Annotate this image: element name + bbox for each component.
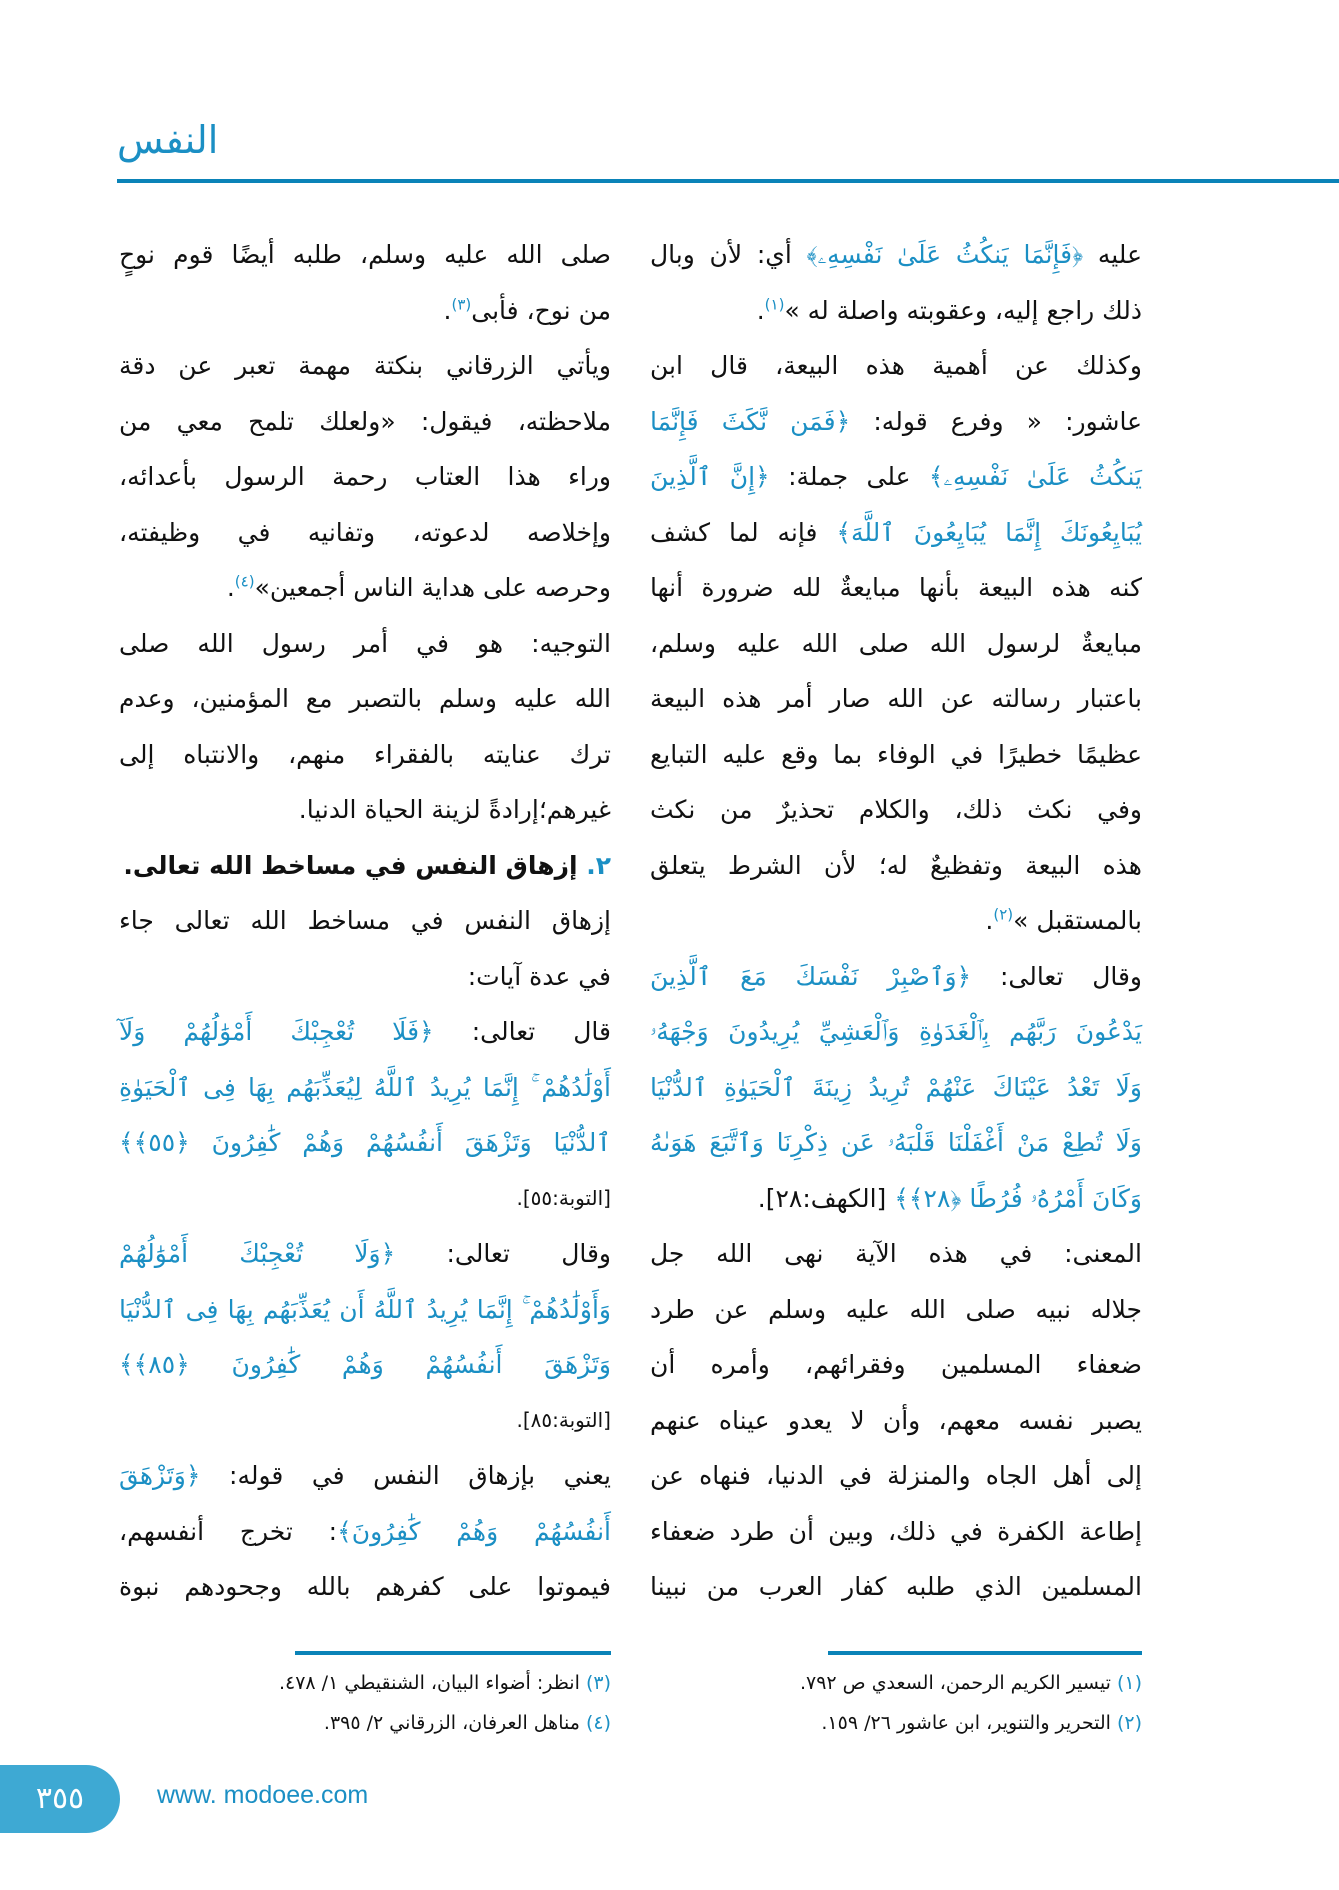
quran-verse: وَتَزْهَقَ أَنفُسُهُمْ وَهُمْ كَٰفِرُونَ ﴿٨٥﴾﴾ <box>119 1350 611 1379</box>
body-text: عاشور: « وفرع قوله: <box>850 406 1142 436</box>
quran-verse: ﴿وَتَزْهَقَ <box>119 1461 201 1490</box>
quran-verse: ﴿وَلَا تُعْجِبْكَ أَمْوَٰلُهُمْ <box>119 1239 396 1268</box>
quran-verse: وَأَوْلَٰدُهُمْ ۚ إِنَّمَا يُرِيدُ ٱللَّهُ أَن يُعَذِّبَهُم بِهَا فِى ٱلدُّنْيَا <box>119 1294 611 1324</box>
text-line <box>119 1060 611 1116</box>
text-line <box>119 1559 611 1615</box>
body-text: كنه هذه البيعة بأنها مبايعةٌ لله ضرورة أنها <box>650 573 1142 602</box>
body-text: على جملة: <box>769 462 929 491</box>
text-line <box>119 782 611 838</box>
body-text: ويأتي الزرقاني بنكتة مهمة تعبر عن دقة <box>119 351 611 380</box>
body-text: ذلك راجع إليه، وعقوبته واصلة له » <box>784 295 1142 325</box>
text-line <box>650 1448 1142 1504</box>
text-line <box>119 838 611 894</box>
section-heading: إزهاق النفس في مساخط الله تعالى. <box>123 850 578 880</box>
quran-verse: يَنكُثُ عَلَىٰ نَفْسِهِۦ﴾ <box>928 462 1142 491</box>
footnote-ref: (٢) <box>993 905 1014 924</box>
body-text: وفي نكث ذلك، والكلام تحذيرٌ من نكث <box>650 795 1142 824</box>
body-text: . <box>985 906 994 935</box>
footnote-4: (٤) مناهل العرفان، الزرقاني ٢/ ٣٩٥. <box>323 1712 611 1734</box>
body-text: ضعفاء المسلمين وفقرائهم، وأمره أن <box>650 1350 1142 1379</box>
body-text: وكذلك عن أهمية هذه البيعة، قال ابن <box>650 351 1142 380</box>
body-text: إلى أهل الجاه والمنزلة في الدنيا، فنهاه عن <box>650 1461 1142 1490</box>
text-line <box>119 1504 611 1560</box>
text-line <box>119 1115 611 1171</box>
text-line <box>119 283 611 339</box>
section-number: ٢. <box>577 850 611 880</box>
text-line <box>119 616 611 672</box>
text-line <box>119 1337 611 1393</box>
body-text: إطاعة الكفرة في ذلك، وبين أن طرد ضعفاء <box>650 1516 1142 1546</box>
text-line <box>650 449 1142 505</box>
body-text: التوجيه: هو في أمر رسول الله صلى <box>119 628 611 658</box>
body-text: صلى الله عليه وسلم، طلبه أيضًا قوم نوحٍ <box>119 240 611 269</box>
footnote-ref: (٤) <box>234 572 255 591</box>
website-url[interactable]: www. modoee.com <box>157 1781 369 1809</box>
text-line <box>119 338 611 394</box>
quran-verse: ﴿فَإِنَّمَا يَنكُثُ عَلَىٰ نَفْسِهِۦ﴾ <box>806 240 1084 269</box>
text-line <box>650 1282 1142 1338</box>
body-text: المسلمين الذي طلبه كفار العرب من نبينا <box>650 1572 1142 1601</box>
text-line <box>650 893 1142 949</box>
text-line <box>119 727 611 783</box>
footnotes-left <box>91 1663 611 1743</box>
body-text: وإخلاصه لدعوته، وتفانيه في وظيفته، <box>119 517 611 547</box>
body-text: مبايعةٌ لرسول الله صلى الله عليه وسلم، <box>650 628 1142 658</box>
text-line <box>650 283 1142 339</box>
text-line <box>119 227 611 283</box>
right-text-column <box>650 227 1142 1615</box>
text-line <box>650 838 1142 894</box>
chapter-title: النفس <box>117 118 219 162</box>
body-text: [التوبة:٨٥]. <box>516 1407 611 1432</box>
body-text: وقال تعالى: <box>971 961 1142 991</box>
footnote-1: (١) تيسير الكريم الرحمن، السعدي ص ٧٩٢. <box>799 1672 1142 1694</box>
body-text: وراء هذا العتاب رحمة الرسول بأعدائه، <box>119 462 611 491</box>
footnote-separator-left <box>295 1651 611 1655</box>
body-text: عظيمًا خطيرًا في الوفاء بما وقع عليه التبايع <box>650 739 1142 769</box>
body-text: إزهاق النفس في مساخط الله تعالى جاء <box>119 906 611 935</box>
text-line <box>650 727 1142 783</box>
quran-verse: وَكَانَ أَمْرُهُۥ فُرُطًا ﴿٢٨﴾﴾ <box>894 1183 1142 1213</box>
body-text: عليه <box>1083 240 1142 269</box>
body-text: . <box>226 573 235 602</box>
text-line <box>650 1060 1142 1116</box>
quran-verse: ﴿فَمَن نَّكَثَ فَإِنَّمَا <box>650 406 851 436</box>
header-rule <box>117 179 1339 183</box>
body-text: جلاله نبيه صلى الله عليه وسلم عن طرد <box>650 1294 1142 1324</box>
left-text-column <box>119 227 611 1615</box>
footnote-3: (٣) انظر: أضواء البيان، الشنقيطي ١/ ٤٧٨. <box>278 1672 611 1694</box>
text-line <box>650 1504 1142 1560</box>
body-text: وحرصه على هداية الناس أجمعين» <box>254 573 611 602</box>
body-text: فإنه لما كشف <box>650 517 837 547</box>
body-text: يصبر نفسه معهم، وأن لا يعدو عيناه عنهم <box>650 1405 1142 1435</box>
text-line <box>650 338 1142 394</box>
text-line <box>119 949 611 1005</box>
quran-verse: يُبَايِعُونَكَ إِنَّمَا يُبَايِعُونَ ٱللَّهَ﴾ <box>836 517 1143 547</box>
text-line <box>650 1393 1142 1449</box>
body-text: [الكهف:٢٨]. <box>757 1183 895 1213</box>
footnote-separator-right <box>828 1651 1142 1655</box>
text-line <box>119 505 611 561</box>
text-line <box>650 1337 1142 1393</box>
quran-verse: ٱلدُّنْيَا وَتَزْهَقَ أَنفُسُهُمْ وَهُمْ كَٰفِرُونَ ﴿٥٥﴾﴾ <box>119 1128 611 1157</box>
body-text: : تخرج أنفسهم، <box>119 1516 338 1546</box>
text-line <box>650 227 1142 283</box>
text-line <box>119 1171 611 1227</box>
body-text: هذه البيعة وتفظيعٌ له؛ لأن الشرط يتعلق <box>650 850 1142 880</box>
text-line <box>650 1115 1142 1171</box>
body-text: . <box>443 295 452 325</box>
footnotes-right <box>622 1663 1142 1743</box>
text-line <box>650 505 1142 561</box>
body-text: . <box>756 295 765 325</box>
body-text: قال تعالى: <box>433 1017 611 1046</box>
text-line <box>119 449 611 505</box>
text-line <box>650 671 1142 727</box>
text-line <box>119 1226 611 1282</box>
text-line <box>119 1004 611 1060</box>
quran-verse: يَدْعُونَ رَبَّهُم بِٱلْغَدَوٰةِ وَٱلْعَشِيِّ يُرِيدُونَ وَجْهَهُۥ <box>650 1017 1142 1046</box>
body-text: الله عليه وسلم بالتصبر مع المؤمنين، وعدم <box>119 684 611 713</box>
body-text: باعتبار رسالته عن الله صار أمر هذه البيعة <box>650 684 1142 713</box>
text-line <box>650 949 1142 1005</box>
page-number-badge: ٣٥٥ <box>0 1765 120 1833</box>
quran-verse: وَلَا تُطِعْ مَنْ أَغْفَلْنَا قَلْبَهُۥ عَن ذِكْرِنَا وَٱتَّبَعَ هَوَىٰهُ <box>650 1128 1142 1157</box>
body-text: أي: لأن وبال <box>650 240 807 269</box>
text-line <box>119 893 611 949</box>
footnote-2: (٢) التحرير والتنوير، ابن عاشور ٢٦/ ١٥٩. <box>821 1712 1142 1734</box>
text-line <box>119 1393 611 1449</box>
body-text: المعنى: في هذه الآية نهى الله جل <box>650 1239 1142 1268</box>
footnote-ref: (١) <box>764 295 785 314</box>
body-text: فيموتوا على كفرهم بالله وجحودهم نبوة <box>119 1572 611 1601</box>
body-text: ترك عنايته بالفقراء منهم، والانتباه إلى <box>119 739 611 769</box>
body-text: [التوبة:٥٥]. <box>516 1185 611 1210</box>
text-line <box>119 1448 611 1504</box>
quran-verse: ﴿فَلَا تُعْجِبْكَ أَمْوَٰلُهُمْ وَلَآ <box>119 1017 434 1046</box>
body-text: بالمستقبل » <box>1013 906 1142 935</box>
body-text: من نوح، فأبى <box>471 295 611 325</box>
body-text: وقال تعالى: <box>395 1239 611 1268</box>
text-line <box>650 1559 1142 1615</box>
text-line <box>650 616 1142 672</box>
footnote-ref: (٣) <box>451 295 472 314</box>
quran-verse: ﴿إِنَّ ٱلَّذِينَ <box>650 462 770 491</box>
text-line <box>650 1226 1142 1282</box>
text-line <box>650 560 1142 616</box>
quran-verse: ﴿وَٱصْبِرْ نَفْسَكَ مَعَ ٱلَّذِينَ <box>650 961 972 991</box>
text-line <box>119 1282 611 1338</box>
text-line <box>650 1004 1142 1060</box>
body-text: يعني بإزهاق النفس في قوله: <box>200 1461 611 1490</box>
text-line <box>650 1171 1142 1227</box>
quran-verse: وَلَا تَعْدُ عَيْنَاكَ عَنْهُمْ تُرِيدُ زِينَةَ ٱلْحَيَوٰةِ ٱلدُّنْيَا <box>650 1072 1142 1102</box>
body-text: ملاحظته، فيقول: «ولعلك تلمح معي من <box>119 406 611 436</box>
body-text: غيرهم؛إرادةً لزينة الحياة الدنيا. <box>298 795 611 824</box>
text-line <box>119 560 611 616</box>
quran-verse: أَوْلَٰدُهُمْ ۚ إِنَّمَا يُرِيدُ ٱللَّهُ لِيُعَذِّبَهُم بِهَا فِى ٱلْحَيَوٰةِ <box>119 1072 611 1102</box>
body-text: في عدة آيات: <box>467 961 611 991</box>
text-line <box>650 782 1142 838</box>
text-line <box>119 671 611 727</box>
quran-verse: أَنفُسُهُمْ وَهُمْ كَٰفِرُونَ﴾ <box>337 1516 611 1546</box>
text-line <box>650 394 1142 450</box>
text-line <box>119 394 611 450</box>
